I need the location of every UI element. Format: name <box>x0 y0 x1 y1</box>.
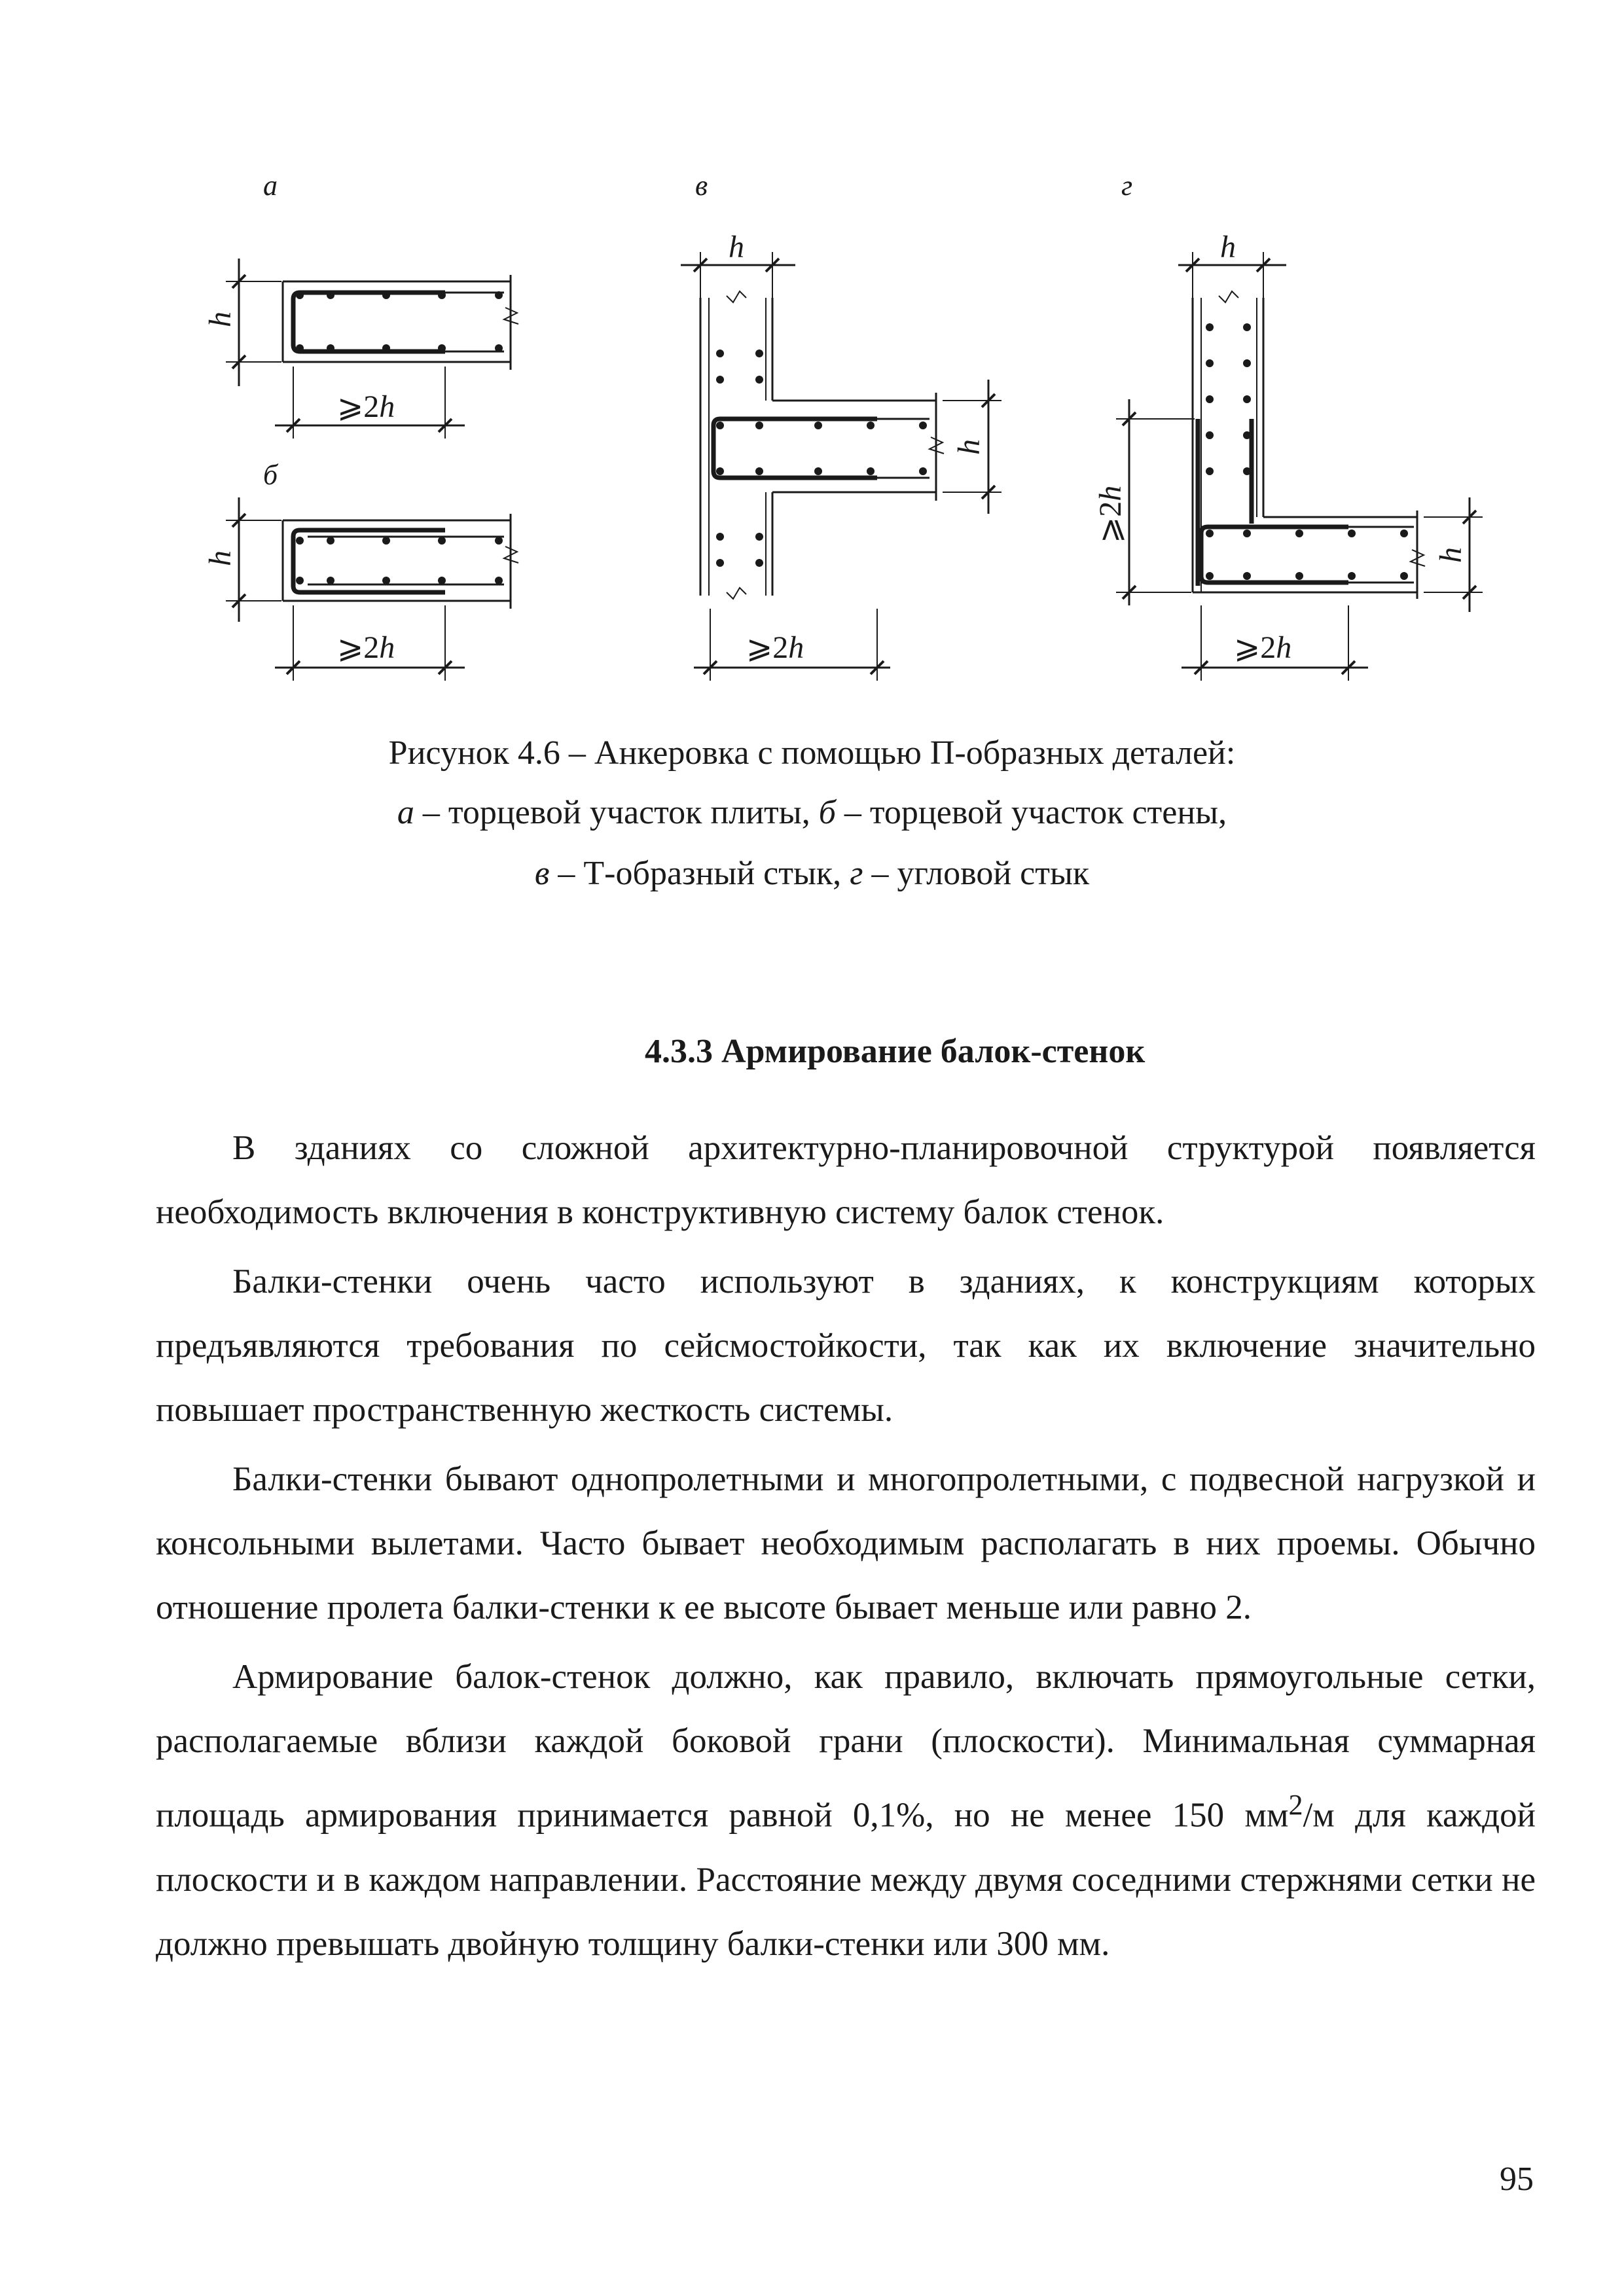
dim-2h-g-left-var: h <box>1093 485 1128 501</box>
panel-label-a: а <box>263 170 278 202</box>
anchorage-figure <box>0 0 1624 713</box>
dim-2h-a <box>337 389 395 424</box>
page-number: 95 <box>1500 2161 1534 2198</box>
dim-2h-v <box>746 630 804 665</box>
caption-label-a: а <box>397 794 414 831</box>
figure-caption-line-3 <box>0 848 1624 899</box>
dim-h-v-top: h <box>729 230 744 264</box>
panel-label-v: в <box>695 170 708 202</box>
caption-text-g: – угловой стык <box>863 855 1090 892</box>
section-body <box>156 1116 1536 1981</box>
dim-2h-v-sym: ⩾2 <box>746 630 789 665</box>
dim-h-g-right: h <box>1434 547 1468 563</box>
paragraph-4-superscript: 2 <box>1288 1789 1303 1821</box>
dim-2h-g-left-sym: ⩾2 <box>1093 501 1128 543</box>
caption-text-b: – торцевой участок стены, <box>835 794 1227 831</box>
dim-2h-a-sym: ⩾2 <box>337 389 380 424</box>
panel-v-drawing <box>681 252 1001 681</box>
dim-2h-g <box>1234 630 1291 665</box>
caption-text-a: – торцевой участок плиты, <box>414 794 819 831</box>
paragraph-1: В зданиях со сложной архитектурно-планировочной структурой появляется необходимость включения в конструктивную систему балок стенок. <box>156 1129 1536 1231</box>
panel-label-b: б <box>263 459 278 491</box>
paragraph-4 <box>156 1645 1536 1976</box>
paragraph-4-part-1: Армирование балок-стенок должно, как правило, включать прямоугольные сетки, располагаемые вблизи каждой боковой грани (плоскости). Минимальная суммарная площадь армирования принимается равной 0,1%, но не менее 150 мм <box>156 1658 1536 1835</box>
dim-2h-b <box>337 630 395 665</box>
caption-label-g: г <box>850 855 863 892</box>
dim-2h-g-left <box>1093 486 1128 543</box>
panel-v-bars <box>716 350 927 567</box>
panel-label-g: г <box>1121 170 1133 202</box>
panel-b-bars <box>296 537 503 584</box>
paragraph-2: Балки-стенки очень часто используют в зданиях, к конструкциям которых предъявляются требования по сейсмостойкости, так как их включение значительно повышает пространственную жесткость системы. <box>156 1263 1536 1429</box>
section-heading: 4.3.3 Армирование балок-стенок <box>645 1033 1146 1070</box>
dim-2h-v-var: h <box>788 630 804 665</box>
dim-h-v-right: h <box>952 439 986 455</box>
dim-2h-b-var: h <box>379 630 395 665</box>
paragraph-4-part-2: /м для каждой плоскости и в каждом направлении. Расстояние между двумя соседними стержнями сетки не должно превышать двойную толщину балки-стенки или 300 мм. <box>156 1796 1536 1963</box>
caption-label-v: в <box>534 855 550 892</box>
dim-h-g-top: h <box>1220 230 1236 264</box>
paragraph-3: Балки-стенки бывают однопролетными и многопролетными, с подвесной нагрузкой и консольными вылетами. Часто бывает необходимым располагать в них проемы. Обычно отношение пролета балки-стенки к ее высоте бывает меньше или равно 2. <box>156 1460 1536 1626</box>
panel-g-drawing <box>1116 252 1483 681</box>
dim-2h-a-var: h <box>379 389 395 424</box>
figure-caption-line-2 <box>0 787 1624 838</box>
dim-h-b: h <box>203 550 238 566</box>
caption-label-b: б <box>818 794 836 831</box>
dim-h-a: h <box>203 312 238 327</box>
panel-a-bars <box>296 291 503 352</box>
figure-caption-line-1: Рисунок 4.6 – Анкеровка с помощью П-образных деталей: <box>388 734 1236 772</box>
caption-text-v: – Т-образный стык, <box>549 855 850 892</box>
panel-g-bars <box>1206 323 1408 580</box>
dim-2h-b-sym: ⩾2 <box>337 630 380 665</box>
dim-2h-g-var: h <box>1276 630 1292 665</box>
dim-2h-g-sym: ⩾2 <box>1234 630 1276 665</box>
